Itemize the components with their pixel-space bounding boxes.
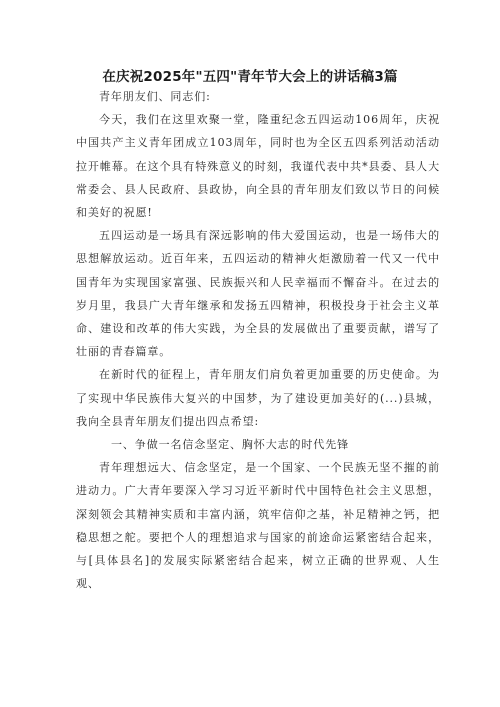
salutation: 青年朋友们、同志们: <box>99 90 211 103</box>
paragraph-mission: 在新时代的征程上，青年朋友们肩负着更加重要的历史使命。为了实现中华民族伟大复兴的中国梦，为了建设更加美好的(...)县城，我向全县青年朋友们提出四点希望: <box>76 368 440 428</box>
document-title: 在庆祝2025年"五四"青年节大会上的讲话稿3篇 <box>102 69 398 85</box>
paragraph-opening: 今天，我们在这里欢聚一堂，隆重纪念五四运动106周年，庆祝中国共产主义青年团成立103周年，同时也为全区五四系列活动活动拉开帷幕。在这个具有特殊意义的时刻，我谨代表中共*县委、县人大常委会、县人民政府、县政协，向全县的青年朋友们致以节日的问候和美好的祝愿! <box>76 113 440 220</box>
document-body <box>76 85 440 595</box>
paragraph-history: 五四运动是一场具有深远影响的伟大爱国运动，也是一场伟大的思想解放运动。近百年来，五四运动的精神火炬激励着一代又一代中国青年为实现国家富强、民族振兴和人民幸福而不懈奋斗。在过去的岁月里，我县广大青年继承和发扬五四精神，积极投身于社会主义革命、建设和改革的伟大实践，为全县的发展做出了重要贡献，谱写了壮丽的青春篇章。 <box>76 229 440 359</box>
paragraph-section-1: 青年理想远大、信念坚定，是一个国家、一个民族无坚不摧的前进动力。广大青年要深入学习习近平新时代中国特色社会主义思想，深刻领会其精神实质和丰富内涵，筑牢信仰之基，补足精神之钙，把稳思想之舵。要把个人的理想追求与国家的前途命运紧密结合起来，与[具体县名]的发展实际紧密结合起来，树立正确的世界观、人生观、 <box>76 461 440 591</box>
section-heading: 一、争做一名信念坚定、胸怀大志的时代先锋 <box>111 438 349 452</box>
